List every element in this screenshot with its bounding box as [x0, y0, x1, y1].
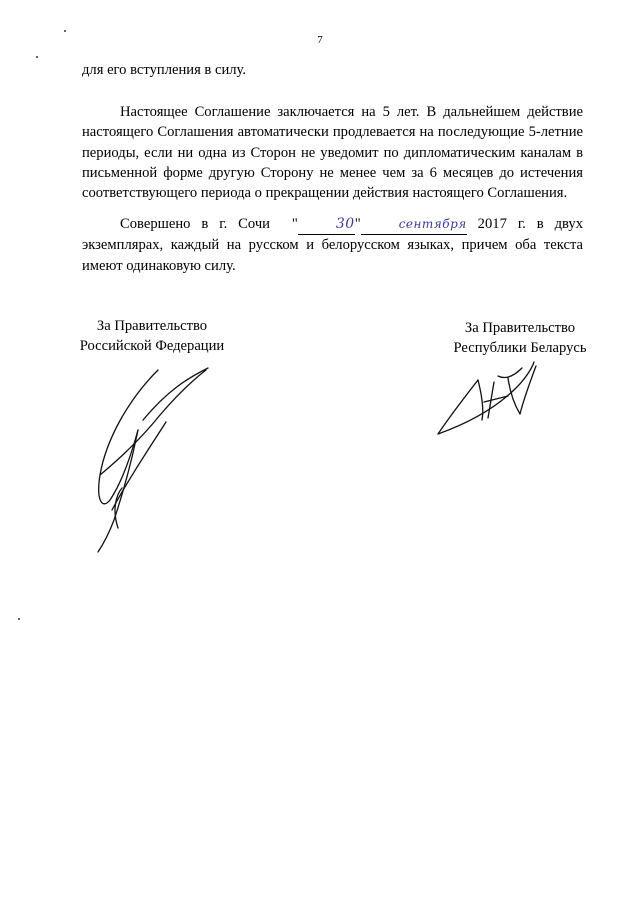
scan-speck	[64, 30, 66, 32]
paragraph-done-at	[82, 214, 583, 276]
paragraph-entry-into-force-end: для его вступления в силу.	[82, 62, 247, 78]
signature-block-russia	[62, 316, 242, 357]
scan-speck	[18, 618, 20, 620]
paragraph-duration-clause: Настоящее Соглашение заключается на 5 лет. В дальнейшем действие настоящего Соглашения автоматически продлевается на последующие 5-летние периоды, если ни одна из Сторон не уведомит по дипломатическим каналам в письменной форме другую Сторону не менее чем за 6 месяцев до истечения соответствующего периода о прекращении действия настоящего Соглашения.	[82, 104, 583, 202]
left-party-line1: За Правительство	[96, 318, 208, 334]
signature-block-belarus	[440, 318, 600, 359]
right-party-line2: Республики Беларусь	[453, 340, 587, 357]
scan-speck	[36, 56, 38, 58]
page-number: 7	[317, 34, 323, 46]
handwritten-day: 30	[298, 214, 355, 235]
quote-close: "	[354, 216, 361, 232]
right-party-line1: За Правительство	[464, 320, 576, 336]
done-at-suffix: 2017 г. в двух экземплярах, каждый на русском и белорусском языках, причем оба текста имеют одинаковую силу.	[82, 216, 584, 274]
left-party-line2: Российской Федерации	[79, 338, 225, 355]
handwritten-month: сентября	[361, 214, 467, 235]
signature-russia	[88, 360, 238, 560]
done-at-prefix: Совершено в г. Сочи	[120, 216, 270, 232]
quote-open: "	[291, 216, 298, 232]
signature-belarus	[436, 358, 556, 438]
